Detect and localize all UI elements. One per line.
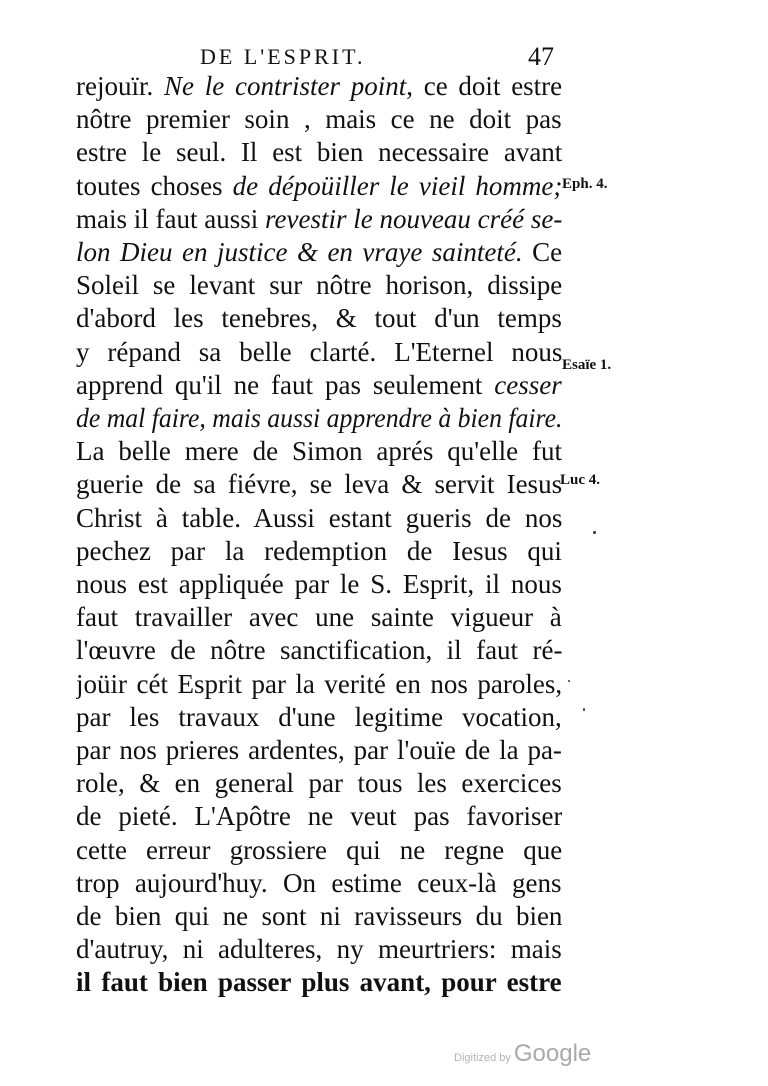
roman-segment: il faut bien passer plus avant, pour estre: [76, 967, 562, 998]
text-line: [76, 170, 562, 203]
text-line: [76, 966, 562, 999]
roman-segment: par les travaux d'une legitime vocation,: [76, 701, 562, 732]
text-line: [76, 136, 562, 169]
roman-segment: y répand sa belle clarté. L'Eternel nous: [76, 336, 562, 367]
roman-segment: de pieté. L'Apôtre ne veut pas favoriser: [76, 801, 562, 832]
text-line: [76, 502, 562, 535]
roman-segment: rejouïr.: [76, 71, 164, 101]
text-line: [76, 302, 562, 335]
text-line: [76, 800, 562, 833]
text-line: [76, 369, 562, 402]
italic-segment: de dépoüiller le vieil homme;: [232, 170, 562, 201]
italic-segment: cesser: [494, 369, 562, 400]
margin-note-ephesians: Eph. 4.: [562, 176, 608, 192]
roman-segment: toutes choses: [76, 170, 233, 201]
margin-note-isaiah: Esaïe 1.: [562, 357, 612, 373]
body-text: [76, 70, 562, 1000]
roman-segment: nôtre premier soin , mais ce ne doit pas: [76, 104, 562, 135]
text-line: [76, 734, 562, 767]
roman-segment: d'autruy, ni adulteres, ny meurtriers: mais: [76, 934, 562, 965]
italic-segment: revestir le nouveau créé se-: [264, 203, 562, 234]
ink-speck: [593, 531, 596, 534]
roman-segment: Christ à table. Aussi estant gueris de nos: [76, 502, 562, 533]
roman-segment: apprend qu'il ne faut pas seulement: [76, 369, 495, 400]
text-line: [76, 900, 562, 933]
running-title: DE L'ESPRIT.: [200, 44, 366, 69]
page-number: 47: [528, 42, 554, 71]
text-line: [76, 535, 562, 568]
text-line: [76, 701, 562, 734]
roman-segment: estre le seul. Il est bien necessaire avant: [76, 137, 562, 168]
google-logo: Google: [513, 1040, 592, 1067]
italic-segment: de mal faire, mais aussi apprendre à bien faire.: [76, 403, 562, 434]
text-line: [76, 468, 562, 501]
ink-speck: [583, 708, 585, 711]
text-line: [76, 203, 562, 236]
text-line: [76, 634, 562, 667]
text-line: [76, 435, 562, 468]
roman-segment: Soleil se levant sur nôtre horison, dissipe: [76, 270, 562, 301]
text-line: [76, 867, 562, 900]
digitized-by-google-watermark: [454, 1040, 591, 1068]
roman-segment: mais il faut aussi: [76, 203, 265, 234]
roman-segment: cette erreur grossiere qui ne regne que: [76, 834, 562, 865]
margin-note-luke: Luc 4.: [560, 472, 601, 488]
roman-segment: trop aujourd'huy. On estime ceux-là gens: [76, 867, 562, 898]
roman-segment: de bien qui ne sont ni ravisseurs du bien: [76, 901, 562, 932]
roman-segment: role, & en general par tous les exercices: [76, 768, 562, 799]
text-line: [76, 933, 562, 966]
italic-segment: lon Dieu en justice & en vraye sainteté.: [76, 237, 523, 268]
roman-segment: La belle mere de Simon aprés qu'elle fut: [76, 436, 562, 467]
text-line: [76, 767, 562, 800]
text-line: [76, 402, 562, 435]
roman-segment: joüir cét Esprit par la verité en nos paroles,: [76, 668, 562, 699]
roman-segment: pechez par la redemption de Iesus qui: [76, 535, 562, 566]
roman-segment: l'œuvre de nôtre sanctification, il faut ré-: [76, 635, 562, 666]
roman-segment: faut travailler avec une sainte vigueur à: [76, 602, 562, 633]
text-line: [76, 668, 562, 701]
text-line: [76, 601, 562, 634]
text-line: [76, 834, 562, 867]
ink-speck: [568, 680, 570, 682]
roman-segment: guerie de sa fiévre, se leva & servit Iesus: [76, 469, 562, 500]
digitized-by-text: Digitized by: [454, 1052, 511, 1064]
roman-segment: d'abord les tenebres, & tout d'un temps: [76, 303, 562, 334]
roman-segment: , ce doit estre: [406, 71, 562, 101]
text-line: [76, 103, 562, 136]
text-line: [76, 336, 562, 369]
italic-segment: Ne le contrister point: [163, 71, 407, 101]
text-line: [76, 70, 562, 103]
text-line: [76, 568, 562, 601]
roman-segment: nous est appliquée par le S. Esprit, il nous: [76, 569, 562, 600]
text-line: [76, 269, 562, 302]
roman-segment: par nos prieres ardentes, par l'ouïe de la pa-: [76, 735, 562, 766]
roman-segment: Ce: [522, 237, 562, 268]
text-line: [76, 236, 562, 269]
